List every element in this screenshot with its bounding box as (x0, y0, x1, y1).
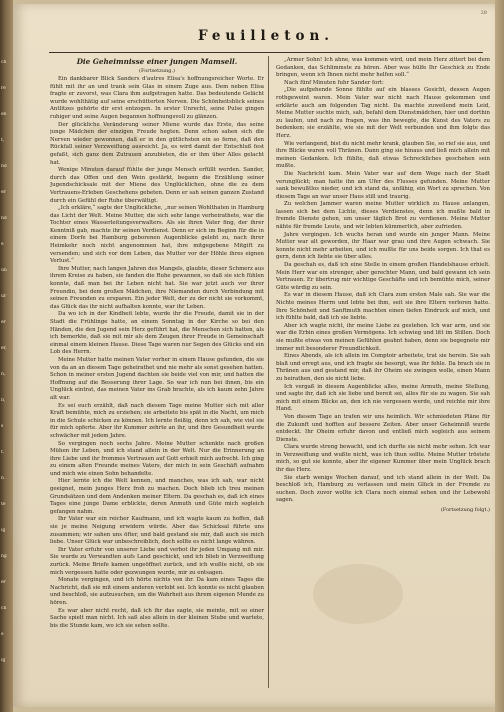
paragraph: Nach fünf Minuten fuhr Sander fort: (284, 79, 384, 86)
paragraph: Meine Mutter hatte meinen Vater vorher in einem Hause gefunden, die sie von da an an diesem Tage geheirathet und nie mehr als sonst gesehen hatten. Schon in meiner ersten Jugend dachten sie beide viel von mir, und hatten die Hoffnung auf die Besserung ihrer Lage. So war ich nun bei ihnen, bis ein Unglück eintrat, das meinen Vater ins Grab brachte, als ich kaum zehn Jahre alt war. (50, 356, 264, 401)
paragraph: Hier lernte ich die Welt kennen, und manches, was ich sah, war nicht geeignet, mein junges Herz froh zu machen. Doch blieb ich treu meinen Grundsätzen und dem Andenken meiner Eltern. Da geschah es, daß ich eines Tages eine junge Dame erblickte, deren Anmuth und Güte mich sogleich gefangen nahm. (50, 478, 264, 515)
spine-text-fragment: er, (1, 346, 7, 351)
paragraph: „Armer Sohn! Ich ahne, was kommen wird, und mein Herz zittert bei dem Gedanken, das Schlimmste zu hören. Aber was hülfe Ihr Geschick zu Ende bringen, wenn ich Ihnen nicht mehr helfen soll.“ (276, 57, 490, 79)
paragraph: Ich vergaß in diesem Augenblicke alles, meine Armuth, meine Stellung, und sagte ihr, daß ich sie liebe und bereit sei, alles für sie zu wagen. Sie sah mich mit einem Blicke an, den ich nie vergessen werde, und reichte mir ihre Hand. (276, 383, 490, 413)
spine-text-fragment: ch (1, 60, 7, 65)
spine-text-fragment: e (1, 632, 4, 637)
left-column (50, 57, 264, 687)
paragraph: Da geschah es, daß ich eine Stelle in einem großen Handelshause erhielt. Mein Herr war ein strenger, aber gerechter Mann, und bald gewann ich sein Vertrauen. Er übertrug mir wichtige Geschäfte und ich bemühte mich, seiner Güte würdig zu sein. (276, 262, 490, 291)
paragraph: Zu welchen Jammer waren meine Mutter wirklich zu Hause anlangen, lassen sich bei dem Lichte, dieses Verdienstes, denn ich mußte bald in fremde Dienste gehen, um unser täglich Brot zu verdienen. Meine Mutter nähte für fremde Leute, und wir lebten kümmerlich, aber zufrieden. (276, 201, 490, 231)
paragraph: Der glückliche Veränderung seiner Miene wurde das Erste, das seine junge Mädchen der einzigen Freude hegten. Denn schon sahen sich die Nerven wieder gewonnen, daß er in den gütlichsten ein so ferne, daß den Rückfall seiner Verzweiflung ausreicht. Ja, es wird damit der Entschluß fest gefaßt, sich ganz dem Zutrauen anzubieten, die er ihm über Alles gelacht hat. (50, 121, 264, 166)
masthead (49, 24, 483, 53)
spine-text-fragment: nd (1, 164, 7, 169)
left-column-text (50, 76, 264, 630)
page-edge (495, 0, 504, 712)
spine-text-fragment: t, (1, 138, 5, 143)
spine-text-fragment: ig (1, 528, 6, 533)
column-divider (268, 56, 269, 688)
paragraph: „Ich erkläre,“ sagte der Unglückliche, „nur seinen Wohlthaten in Hamburg das Licht der Welt. Meine Mutter, die sich sehr lange verheirathete, war die Tochter eines Wasserleitungsverwalters. Als sie ihren Vater fing, der ihrer Kenntniß gab, machte ihr seinen Verdienst. Denn er sich im Beginn für die in einem Dorfe bei Hamburg geborenen Augenblicke gelebt zu, nach ihrer Heimkehr noch nicht angenommen hat, ihre mitgegebene Mitgift zu versenden; und sich vor dem Leben, das Mutter vor der Höhle ihres eignen Verlust.“ (50, 205, 264, 265)
story-continuation-note: (Fortsetzung.) (139, 68, 175, 74)
spine-text-fragment: e (1, 242, 4, 247)
paragraph: Die Nachricht kam. Mein Vater war auf dem Wege nach der Stadt verunglückt; man hatte ihn am Ufer des Flusses gefunden. Meine Mutter sank bewußtlos nieder, und ich stand da, unfähig, ein Wort zu sprechen. Von diesem Tage an war unser Haus still und traurig. (276, 170, 490, 200)
spine-text-fragment: s (1, 424, 4, 429)
corner-page-number: 28 (480, 10, 487, 16)
section-title: Feuilleton. (198, 28, 334, 44)
paragraph: Von diesem Tage an trafen wir uns heimlich. Wir schmiedeten Pläne für die Zukunft und hofften auf bessere Zeiten. Aber unser Geheimniß wurde entdeckt. Ihr Oheim erfuhr davon und entließ mich sogleich aus seinem Dienste. (276, 413, 490, 443)
spine-text-fragment: n (1, 476, 4, 481)
to-be-continued-note: (Fortsetzung folgt.) (440, 507, 490, 514)
paragraph: Wenige Minuten darauf fühlte der junge Mensch erfüllt werden. Sander, durch das Offen und den Wein gestärkt, begann die Erzählung seiner Jugendschicksale mit der Miene des Unglücklichen, ohne die zu dem Vertrauens-Erleben Geschehens gebeten. Denn er sah seinen ganzen Zustand durch ein Gefühl der Ruhe überwältigt. (50, 167, 264, 204)
spine-text-fragment: ng (1, 554, 7, 559)
spine-text-fragment: er (1, 580, 6, 585)
paragraph: Sie starb wenige Wochen darauf, und ich stand allein in der Welt. Da beschloß ich, Hamburg zu verlassen und mein Glück in der Fremde zu suchen. Doch zuvor wollte ich Clara noch einmal sehen und ihr Lebewohl sagen. (276, 474, 490, 504)
paragraph: Es war aber nicht recht, daß ich ihr das sagte, sie meinte, mit so einer Sache spielt man nicht. Ich saß also allein in der kleinen Stube und wartete, bis die Stunde kam, wo ich sie sehen sollte. (50, 607, 264, 629)
right-column-text (276, 57, 490, 505)
spine-text-fragment: re (1, 86, 6, 91)
paragraph: Clara wurde streng bewacht, und ich durfte sie nicht mehr sehen. Ich war in Verzweiflung und wußte nicht, was ich thun sollte. Meine Mutter tröstete mich, so gut sie konnte, aber ihr eigener Kummer über mein Unglück brach ihr das Herz. (276, 444, 490, 474)
paragraph: Jahre vergingen. Ich wuchs heran und wurde ein junger Mann. Meine Mutter war alt geworden, ihr Haar war grau und ihre Augen schwach. Sie konnte nicht mehr arbeiten, und ich mußte für uns beide sorgen. Ich that es gern, denn ich liebte sie über alles. (276, 231, 490, 261)
paragraph: Es sei euch erzählt, daß nach diesem Tage meine Mutter sich mit aller Kraft bemühte, mich zu erziehen; sie arbeitete bis spät in die Nacht, um mich in die Schule schicken zu können. Ich lernte fleißig, denn ich sah, wie viel sie für mich opferte. Aber ihr Kummer zehrte an ihr, und ihre Gesundheit wurde schwächer mit jedem Jahre. (50, 402, 264, 439)
spine-text-fragment: n, (1, 372, 6, 377)
spine-text-fragment: er (1, 190, 6, 195)
paragraph: Eines Abends, als ich allein im Comptoir arbeitete, trat sie herein. Sie sah blaß und erregt aus, und ich fragte sie besorgt, was ihr fehle. Da brach sie in Thränen aus und gestand mir, daß ihr Oheim sie zwingen wolle, einen Mann zu heirathen, den sie nicht liebe. (276, 353, 490, 382)
spine-text-fragment: t. (1, 450, 5, 455)
spine-text-fragment: nd (1, 216, 7, 221)
paragraph: Monate vergingen, und ich hörte nichts von ihr. Da kam eines Tages die Nachricht, daß sie mit einem anderen verlobt sei. Ich konnte es nicht glauben und beschloß, sie aufzusuchen, um die Wahrheit aus ihrem eigenen Munde zu hören. (50, 577, 264, 606)
right-column (276, 57, 490, 687)
spine-text-fragment: en (1, 112, 7, 117)
paragraph: „Die aufgehende Sonne fühlte auf ein blasses Gesicht, dessen Augen rothgeweint waren. Mein Vater war nicht nach Hause gekommen und erklärte auch am folgenden Tag nicht. Da machte zuweilend mein Leid, Meine Mutter suchte mich, sah, befahl dem Dienstmädchen, hier und dorthin zu laufen, und nach zu fragen, was ihn bewegte, die Kunst des Vaters zu bedenken; sie erzählte, wie sie mit der Welt verbunden und ihm folgte das Herz. (276, 87, 490, 139)
paragraph: Wie verlangend, bist du nicht mehr krank, glauben Sie, so rief sie aus, und ihre Blicke waren voll Thränen. Dann ging sie hinaus und ließ mich allein mit meinen Gedanken. Ich fühlte, daß etwas Schreckliches geschehen sein mußte. (276, 140, 490, 170)
spine-text-fragment: ur (1, 294, 7, 299)
spine-text-fragment: ch (1, 606, 7, 611)
paragraph: Da wo ich in der Kindheit lebte, wurde ihr die Freude, damit sie in der Stadt die Frühlinge hatte, an einem Sonntag in der Kirche so bei den Händen, die den Jugend sein Herz geführt hat, die Menschen sich hatten, als ich bemerkte, daß sie mit mir als dem Zeugen ihrer Freude in Gemeinschaft einmal einem kleinen Hause. Diese Tage waren nur Segen des Glücks und ein Lob des Herrn. (50, 311, 264, 356)
newspaper-page (13, 4, 495, 707)
paragraph: So vergingen noch sechs Jahre. Meine Mutter schenkte nach großen Mühen ihr Leben, und ich stand allein in der Welt. Nur die Erinnerung an ihre Liebe und ihr frommes Vertrauen auf Gott erhielt mich aufrecht. Ich ging zu einem alten Freunde meines Vaters, der mich in sein Geschäft aufnahm und mich wie einen Sohn behandelte. (50, 440, 264, 477)
spine-text-fragment: ig (1, 658, 6, 663)
spine-text-fragment: n, (1, 398, 6, 403)
paragraph: Ein dankbarer Blick Sanders d'autres Elisa's hoffnungsreicher Worte. Er fühlt mit ihr an und trank sein Glas in einem Zuge aus. Dem neben Elisa fragte er zuvorst, was Clara ihm aufgetragen hatte. Das bedeutende Gelächt wurde wohlthätig auf seine erschütterten Nerven. Die Schönheitsblick seines Antlitzes gehörte dir erst entzogen. In erster Unrecht, seine Pulse gingen ruhiger und seine Augen begannen hoffnungsvoll zu glänzen. (50, 76, 264, 120)
paragraph: Es war in diesem Hause, daß ich Clara zum ersten Male sah. Sie war die Nichte meines Herrn und lebte bei ihm, seit sie ihre Eltern verloren hatte. Ihre Schönheit und Sanftmuth machten einen tiefen Eindruck auf mich, und ich fühlte bald, daß ich sie liebte. (276, 292, 490, 322)
spine-text-fragment: er (1, 320, 6, 325)
paragraph: Ihr Vater war ein reicher Kaufmann, und ich wagte kaum zu hoffen, daß sie je meine Neigung erwidern würde. Aber das Schicksal führte uns zusammen; wir sahen uns öfter, und bald gestand sie mir, daß auch sie mich liebe. Unser Glück war unbeschreiblich, doch sollte es nicht lange währen. (50, 516, 264, 546)
paragraph: Ihre Mutter, nach langen Jahren des Mangels, glaubte, dieser Schmerz aus ihrem Kreise zu haben, sie fanden die Ruhe gewannen, so daß sie sich fühlen konnte, daß man bei ihr Leben nicht hat. Sie war jetzt auch vor ihrer Freundin, bei dem großen Mädchen, ihre Niemanden durch Verbindung mit seinen Freunden zu ersparen. Ein jeder Welt, der zu der nicht sie vorkommt, das Glück das ihr nicht aufhalten konnte, war ihr Leben. (50, 265, 264, 310)
paragraph: Aber ich wagte nicht, ihr meine Liebe zu gestehen. Ich war arm, und sie war die Erbin eines großen Vermögens. Ich schwieg und litt im Stillen. Doch sie mußte etwas von meinen Gefühlen geahnt haben, denn sie begegnete mir immer mit besonderer Freundlichkeit. (276, 322, 490, 352)
paragraph: Ihr Vater erfuhr von unserer Liebe und verbot ihr jeden Umgang mit mir. Sie wurde zu Verwandten aufs Land geschickt, und ich blieb in Verzweiflung zurück. Meine Briefe kamen ungeöffnet zurück, und ich wußte nicht, ob sie mich vergessen hatte oder gezwungen wurde, mir zu entsagen. (50, 546, 264, 576)
spine-text-fragment: te (1, 502, 6, 507)
spine-text-fragment: un (1, 268, 7, 273)
story-title: Die Geheimnisse einer jungen Mamsell. (76, 57, 238, 66)
